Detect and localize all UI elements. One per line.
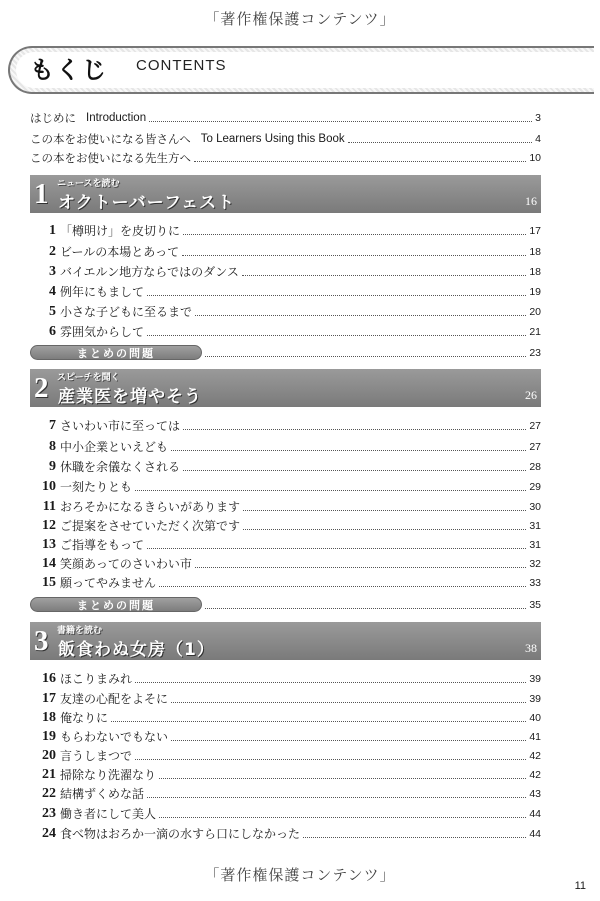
entry-title: 一刻たりとも [60, 480, 133, 494]
toc-entry[interactable] [30, 477, 541, 496]
dot-leader [147, 796, 526, 798]
entry-number: 2 [49, 243, 56, 259]
intro-title-en: To Learners Using this Book [200, 133, 345, 145]
toc-entry[interactable] [30, 282, 541, 301]
chapter-subtitle: 書籍を読む [57, 626, 103, 636]
chapter-number: 3 [34, 625, 49, 657]
watermark-bottom: 「著作権保護コンテンツ」 [204, 866, 396, 884]
entry-title: おろそかになるきらいがあります [60, 500, 241, 514]
dot-leader [147, 547, 526, 549]
dot-leader [205, 607, 526, 609]
dot-leader [243, 528, 526, 530]
toc-entry[interactable] [30, 516, 541, 535]
toc-entry[interactable] [30, 457, 541, 476]
watermark-top: 「著作権保護コンテンツ」 [204, 10, 396, 28]
toc-entry[interactable] [30, 784, 541, 803]
intro-title: この本をお使いになる皆さんへ [30, 132, 191, 146]
entry-number: 21 [42, 766, 56, 782]
page-number: 28 [529, 460, 541, 473]
toc-entry[interactable] [30, 242, 541, 261]
entry-number: 5 [49, 303, 56, 319]
entry-number: 8 [49, 438, 56, 454]
page-number: 4 [535, 133, 541, 145]
chapter-subtitle: スピーチを聞く [57, 373, 120, 383]
dot-leader [348, 141, 533, 143]
summary-pill: まとめの問題 [30, 597, 202, 612]
entry-title: ご指導をもって [60, 538, 145, 552]
page-number: 39 [529, 672, 541, 685]
dot-leader [242, 274, 526, 276]
dot-leader [147, 334, 526, 336]
chapter-title: オクトーバーフェスト [58, 193, 236, 213]
dot-leader [171, 701, 526, 703]
chapter-banner-2[interactable] [30, 369, 541, 407]
entry-title: ほこりまみれ [60, 672, 133, 686]
entry-title: ビールの本場とあって [60, 245, 180, 259]
toc-entry[interactable] [30, 708, 541, 727]
dot-leader [183, 428, 526, 430]
entry-number: 6 [49, 323, 56, 339]
dot-leader [159, 816, 526, 818]
dot-leader [171, 449, 526, 451]
toc-entry[interactable] [30, 416, 541, 435]
entry-title: 雰囲気からして [60, 325, 145, 339]
toc-entry[interactable] [30, 824, 541, 843]
page-number: 32 [529, 557, 541, 570]
folio-page-number: 11 [574, 880, 586, 892]
page-number: 31 [529, 519, 541, 532]
chapter-number: 2 [34, 372, 49, 404]
page-number: 30 [529, 500, 541, 513]
entry-title: 例年にもまして [60, 285, 145, 299]
entry-title: バイエルン地方ならではのダンス [60, 265, 239, 279]
summary-row[interactable] [30, 596, 541, 613]
dot-leader [149, 120, 532, 122]
dot-leader [147, 294, 526, 296]
entry-title: 願ってやみません [60, 576, 157, 590]
entry-title: 笑顔あってのさいわい市 [60, 557, 192, 571]
dot-leader [183, 469, 526, 471]
page-number: 29 [529, 480, 541, 493]
intro-title: はじめに [30, 111, 76, 125]
entry-number: 15 [42, 574, 56, 590]
dot-leader [183, 233, 526, 235]
dot-leader [195, 314, 526, 316]
entry-title: 掃除なり洗濯なり [60, 768, 157, 782]
entry-number: 12 [42, 517, 56, 533]
page-number: 31 [529, 538, 541, 551]
entry-title: ご提案をさせていただく次第です [60, 519, 241, 533]
entry-number: 11 [42, 498, 56, 514]
toc-entry[interactable] [30, 262, 541, 281]
entry-number: 3 [49, 263, 56, 279]
page-title-en: CONTENTS [136, 57, 227, 74]
toc-entry[interactable] [30, 765, 541, 784]
page-number: 35 [529, 598, 541, 611]
entry-number: 4 [49, 283, 56, 299]
entry-title: 「樽明け」を皮切りに [60, 224, 181, 238]
page-number: 19 [529, 285, 541, 298]
toc-entry[interactable] [30, 746, 541, 765]
dot-leader [111, 720, 526, 722]
contents-header [8, 46, 594, 94]
chapter-banner-3[interactable] [30, 622, 541, 660]
toc-entry[interactable] [30, 437, 541, 456]
toc-entry[interactable] [30, 727, 541, 746]
entry-number: 9 [49, 458, 56, 474]
chapter-title: 産業医を増やそう [58, 387, 202, 407]
intro-title: この本をお使いになる先生方へ [30, 151, 191, 165]
chapter-number: 1 [34, 178, 49, 210]
page-number: 33 [529, 576, 541, 589]
page-number: 21 [529, 325, 541, 338]
entry-number: 16 [42, 670, 56, 686]
page-number: 41 [529, 730, 541, 743]
dot-leader [159, 777, 526, 779]
entry-number: 17 [42, 690, 56, 706]
chapter-banner-1[interactable] [30, 175, 541, 213]
page-number: 18 [529, 245, 541, 258]
dot-leader [135, 758, 526, 760]
entry-title: 中小企業といえども [60, 440, 169, 454]
entry-number: 24 [42, 825, 56, 841]
page-number: 27 [529, 440, 541, 453]
page-number: 3 [535, 112, 541, 124]
entry-number: 18 [42, 709, 56, 725]
toc-entry[interactable] [30, 689, 541, 708]
page-number: 18 [529, 265, 541, 278]
intro-title-en: Introduction [86, 112, 147, 124]
entry-number: 14 [42, 555, 56, 571]
toc-intro-row[interactable] [30, 149, 541, 167]
chapter-page: 16 [525, 194, 537, 208]
dot-leader [135, 681, 526, 683]
toc-intro-row[interactable] [30, 130, 541, 148]
page-number: 40 [529, 711, 541, 724]
chapter-subtitle: ニュースを読む [57, 179, 120, 189]
entry-title: 俺なりに [60, 711, 109, 725]
toc-entry[interactable] [30, 221, 541, 240]
page-number: 23 [529, 346, 541, 359]
entry-number: 20 [42, 747, 56, 763]
entry-number: 1 [49, 222, 56, 238]
toc-entry[interactable] [30, 322, 541, 341]
toc-entry[interactable] [30, 804, 541, 823]
toc-entry[interactable] [30, 669, 541, 688]
entry-number: 10 [42, 478, 56, 494]
summary-pill: まとめの問題 [30, 345, 202, 360]
page-number: 39 [529, 692, 541, 705]
page-number: 43 [529, 787, 541, 800]
entry-title: 働き者にして美人 [60, 807, 157, 821]
chapter-page: 38 [525, 641, 537, 655]
dot-leader [182, 254, 526, 256]
page-number: 42 [529, 768, 541, 781]
page-number: 44 [529, 827, 541, 840]
dot-leader [135, 489, 526, 491]
entry-number: 13 [42, 536, 56, 552]
dot-leader [171, 739, 526, 741]
page-number: 17 [529, 224, 541, 237]
page-title: もくじ [30, 56, 108, 84]
entry-title: 休職を余儀なくされる [60, 460, 181, 474]
page-number: 44 [529, 807, 541, 820]
dot-leader [303, 836, 526, 838]
page-number: 20 [529, 305, 541, 318]
toc-entry[interactable] [30, 554, 541, 573]
dot-leader [195, 566, 526, 568]
entry-title: 食べ物はおろか一滴の水すら口にしなかった [60, 827, 301, 841]
entry-title: もらわないでもない [60, 730, 169, 744]
dot-leader [159, 585, 526, 587]
entry-title: さいわい市に至っては [60, 419, 181, 433]
summary-row[interactable] [30, 344, 541, 361]
dot-leader [205, 355, 526, 357]
entry-number: 22 [42, 785, 56, 801]
page-number: 42 [529, 749, 541, 762]
entry-number: 7 [49, 417, 56, 433]
toc-entry[interactable] [30, 302, 541, 321]
entry-number: 19 [42, 728, 56, 744]
dot-leader [194, 160, 526, 162]
chapter-title: 飯食わぬ女房（1） [58, 640, 215, 660]
entry-number: 23 [42, 805, 56, 821]
page-number: 27 [529, 419, 541, 432]
entry-title: 結構ずくめな話 [60, 787, 145, 801]
toc-intro-row[interactable] [30, 109, 541, 127]
toc-entry[interactable] [30, 535, 541, 554]
toc-entry[interactable] [30, 497, 541, 516]
page-number: 10 [529, 152, 541, 164]
entry-title: 小さな子どもに至るまで [60, 305, 193, 319]
chapter-page: 26 [525, 388, 537, 402]
toc-entry[interactable] [30, 573, 541, 592]
entry-title: 友達の心配をよそに [60, 692, 169, 706]
entry-title: 言うしまつで [60, 749, 133, 763]
dot-leader [243, 509, 526, 511]
